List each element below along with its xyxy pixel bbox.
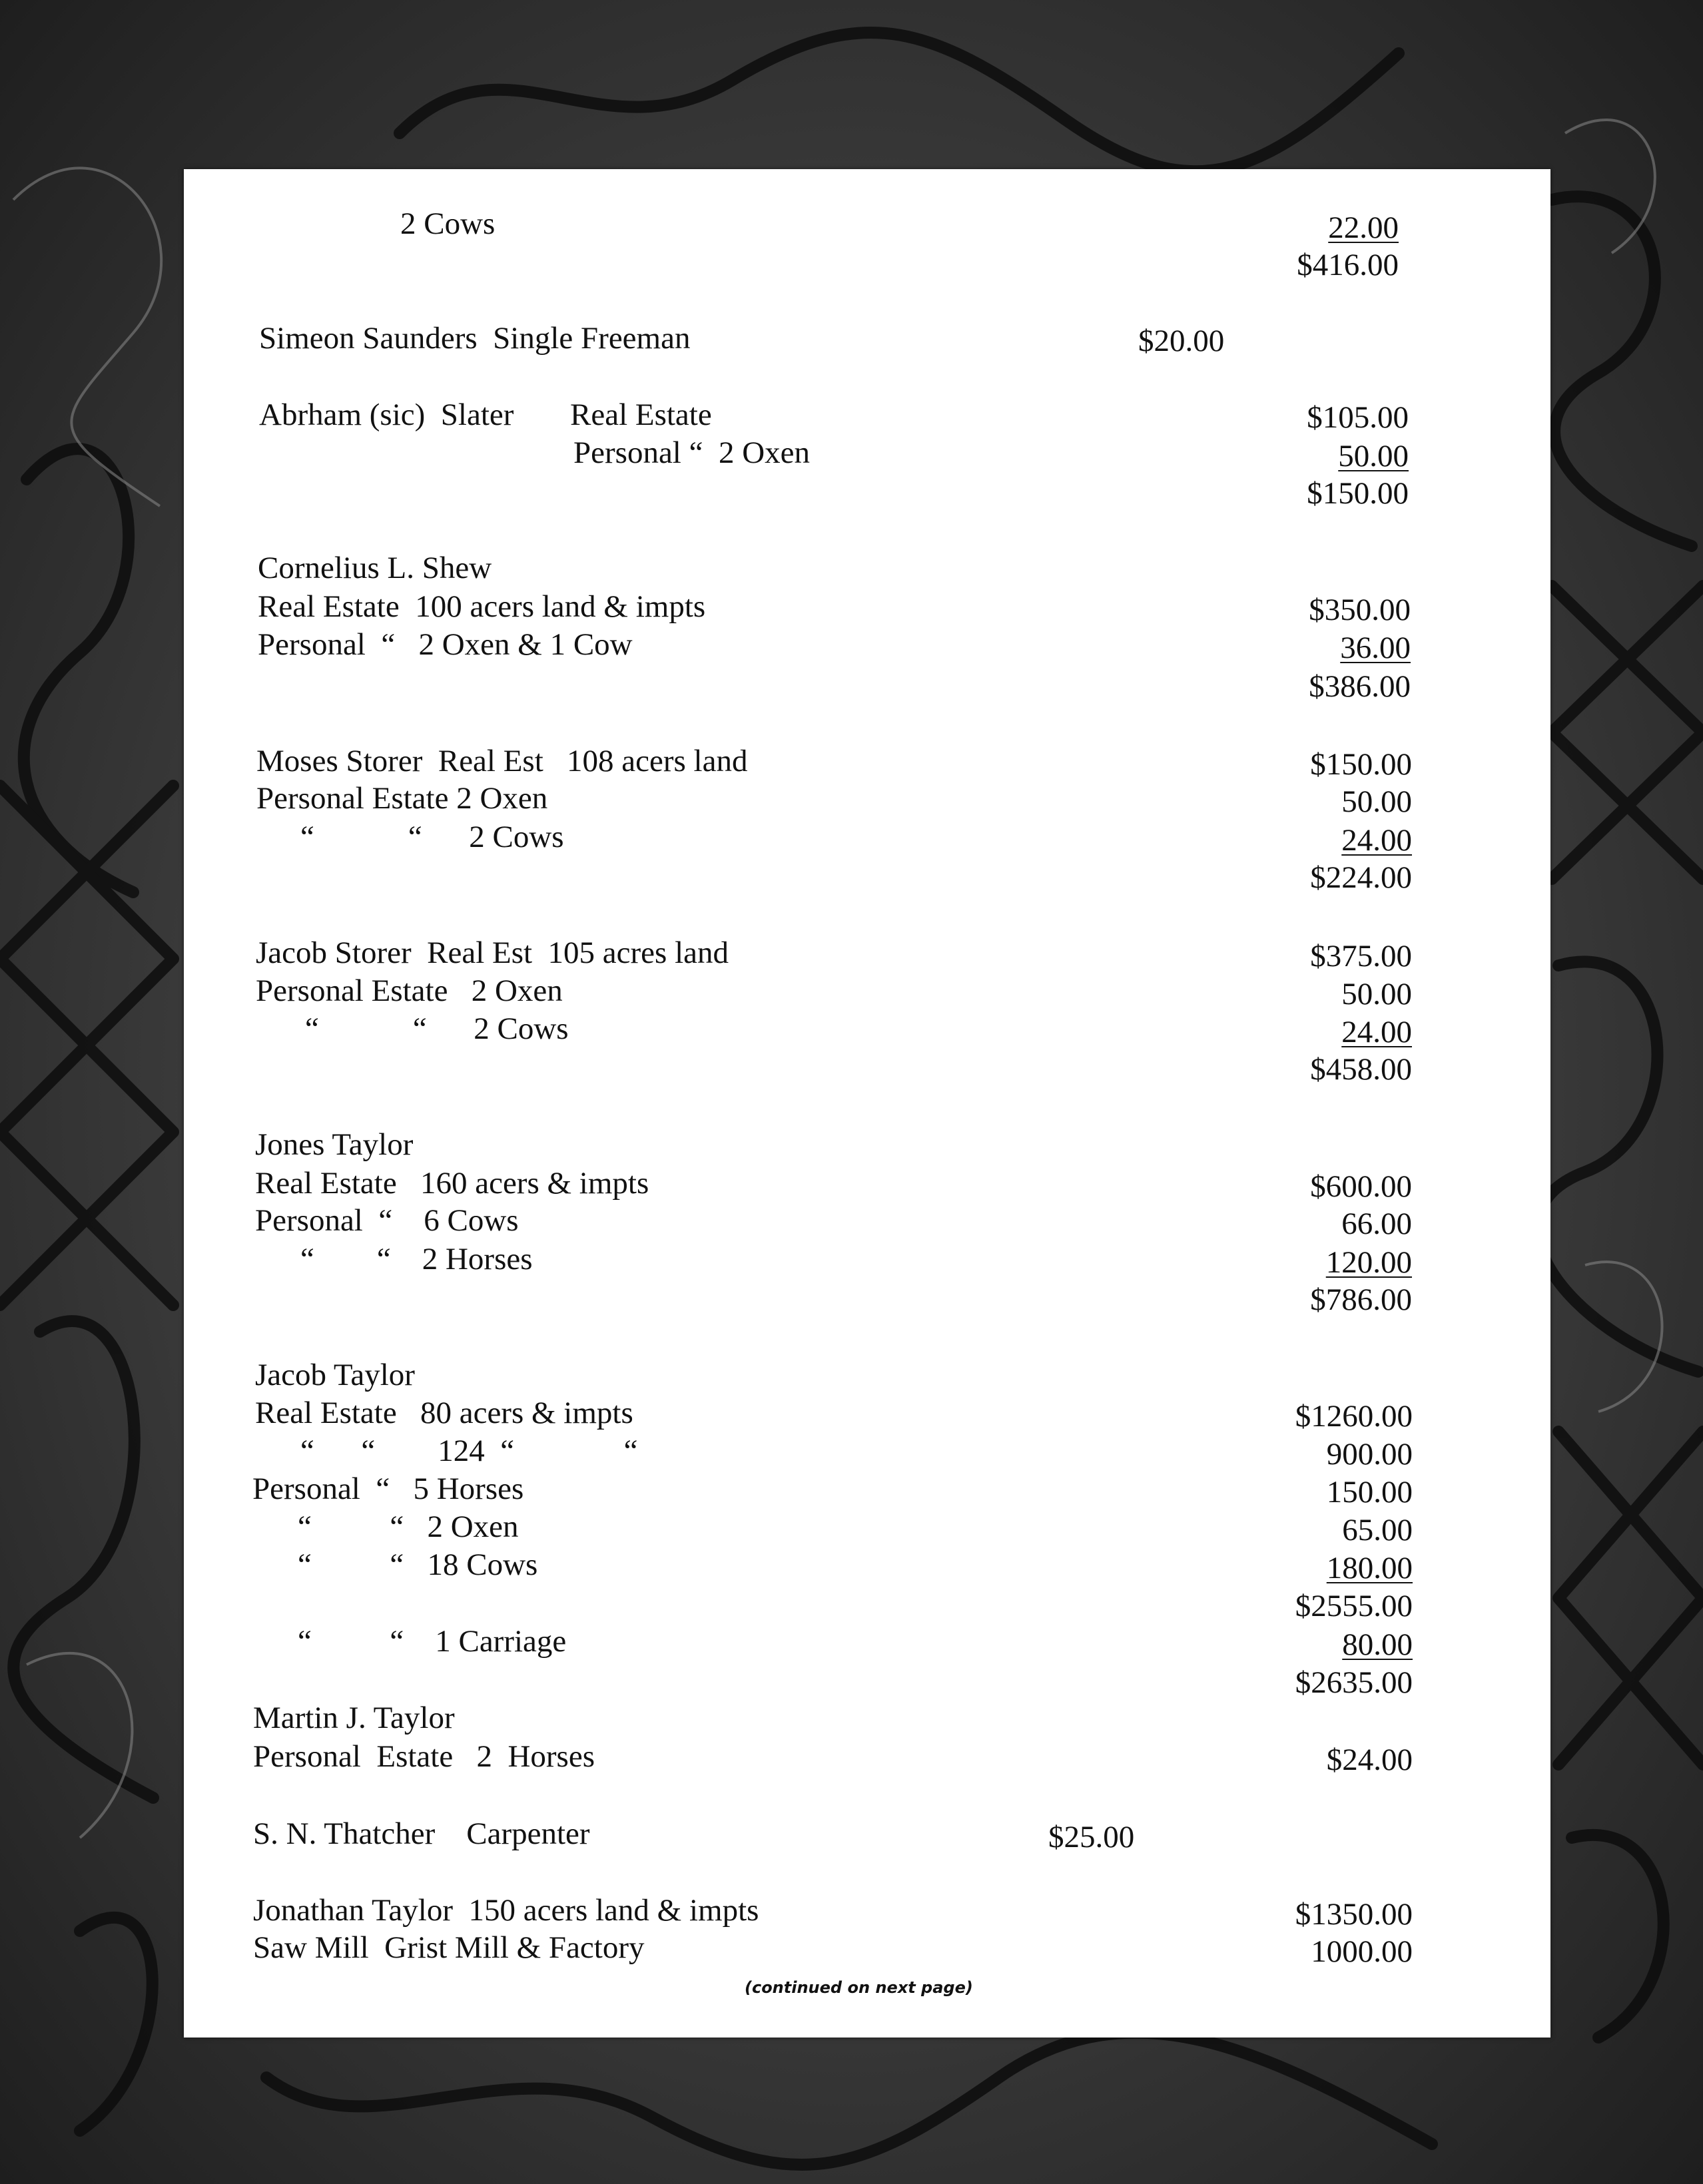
amount-24-a: 24.00 xyxy=(1341,823,1412,858)
line-jacob-taylor-124: “ “ 124 “ “ xyxy=(300,1434,638,1468)
line-abrham-personal: Personal “ 2 Oxen xyxy=(573,435,811,470)
line-2-cows: 2 Cows xyxy=(400,206,496,241)
line-jones-cows: Personal “ 6 Cows xyxy=(255,1203,519,1238)
line-jones-taylor: Jones Taylor xyxy=(255,1127,414,1162)
amount-65: 65.00 xyxy=(1342,1513,1413,1547)
document-page xyxy=(184,169,1550,2038)
amount-150-c: 150.00 xyxy=(1326,1475,1413,1509)
line-jacob-storer-personal: Personal Estate 2 Oxen xyxy=(256,973,563,1008)
amount-180: 180.00 xyxy=(1326,1551,1413,1585)
line-cornelius-personal: Personal “ 2 Oxen & 1 Cow xyxy=(258,627,633,662)
line-simeon-saunders: Simeon Saunders Single Freeman xyxy=(259,321,691,356)
line-jones-horses: “ “ 2 Horses xyxy=(300,1242,533,1276)
line-jonathan-taylor: Jonathan Taylor 150 acers land & impts xyxy=(253,1893,759,1928)
line-jacob-storer: Jacob Storer Real Est 105 acres land xyxy=(256,936,729,970)
line-jacob-taylor-oxen: “ “ 2 Oxen xyxy=(298,1509,519,1544)
line-cornelius-real-estate: Real Estate 100 acers land & impts xyxy=(258,589,706,624)
line-jonathan-mills: Saw Mill Grist Mill & Factory xyxy=(253,1930,645,1965)
amount-50-b: 50.00 xyxy=(1341,784,1412,819)
continued-note: (continued on next page) xyxy=(745,1978,973,1997)
amount-150-b: $150.00 xyxy=(1310,747,1412,782)
line-abrham-real-estate: Real Estate xyxy=(570,398,712,432)
amount-1000: 1000.00 xyxy=(1311,1934,1413,1969)
amount-80: 80.00 xyxy=(1342,1627,1413,1662)
amount-1260: $1260.00 xyxy=(1295,1399,1413,1434)
amount-50-a: 50.00 xyxy=(1338,439,1409,473)
line-jones-real-estate: Real Estate 160 acers & impts xyxy=(255,1166,649,1201)
line-thatcher-carpenter: S. N. Thatcher Carpenter xyxy=(253,1816,590,1851)
amount-900: 900.00 xyxy=(1326,1437,1413,1472)
line-moses-storer: Moses Storer Real Est 108 acers land xyxy=(256,744,748,778)
amount-120: 120.00 xyxy=(1325,1245,1412,1280)
amount-416: $416.00 xyxy=(1297,248,1399,282)
amount-600: $600.00 xyxy=(1310,1169,1412,1204)
amount-386: $386.00 xyxy=(1309,669,1411,704)
line-jacob-taylor-real-estate: Real Estate 80 acers & impts xyxy=(255,1396,633,1430)
amount-786: $786.00 xyxy=(1310,1282,1412,1317)
amount-24-b: 24.00 xyxy=(1341,1015,1412,1049)
amount-458: $458.00 xyxy=(1310,1052,1412,1087)
line-abrham-slater: Abrham (sic) Slater xyxy=(259,398,514,432)
line-jacob-taylor: Jacob Taylor xyxy=(255,1358,415,1392)
amount-375: $375.00 xyxy=(1310,939,1412,973)
amount-50-c: 50.00 xyxy=(1341,977,1412,1011)
amount-2635: $2635.00 xyxy=(1295,1665,1413,1700)
line-martin-taylor: Martin J. Taylor xyxy=(253,1701,455,1735)
line-martin-personal: Personal Estate 2 Horses xyxy=(253,1739,595,1774)
amount-150: $150.00 xyxy=(1307,476,1409,511)
amount-36: 36.00 xyxy=(1340,631,1411,665)
line-jacob-taylor-horses: Personal “ 5 Horses xyxy=(252,1472,524,1506)
amount-105: $105.00 xyxy=(1307,400,1409,435)
line-moses-cows: “ “ 2 Cows xyxy=(300,820,564,854)
line-cornelius-shew: Cornelius L. Shew xyxy=(258,551,492,585)
line-jacob-taylor-carriage: “ “ 1 Carriage xyxy=(298,1624,567,1659)
carpenter-amount: $25.00 xyxy=(1048,1820,1135,1854)
amount-350: $350.00 xyxy=(1309,593,1411,627)
amount-224: $224.00 xyxy=(1310,860,1412,895)
amount-66: 66.00 xyxy=(1341,1207,1412,1241)
line-moses-personal: Personal Estate 2 Oxen xyxy=(256,781,548,816)
line-jacob-taylor-cows: “ “ 18 Cows xyxy=(298,1547,538,1582)
freeman-amount: $20.00 xyxy=(1138,324,1225,358)
amount-24-c: $24.00 xyxy=(1326,1743,1413,1777)
amount-2555: $2555.00 xyxy=(1295,1589,1413,1623)
amount-1350: $1350.00 xyxy=(1295,1897,1413,1932)
amount-22: 22.00 xyxy=(1328,210,1399,245)
line-jacob-storer-cows: “ “ 2 Cows xyxy=(305,1011,569,1046)
